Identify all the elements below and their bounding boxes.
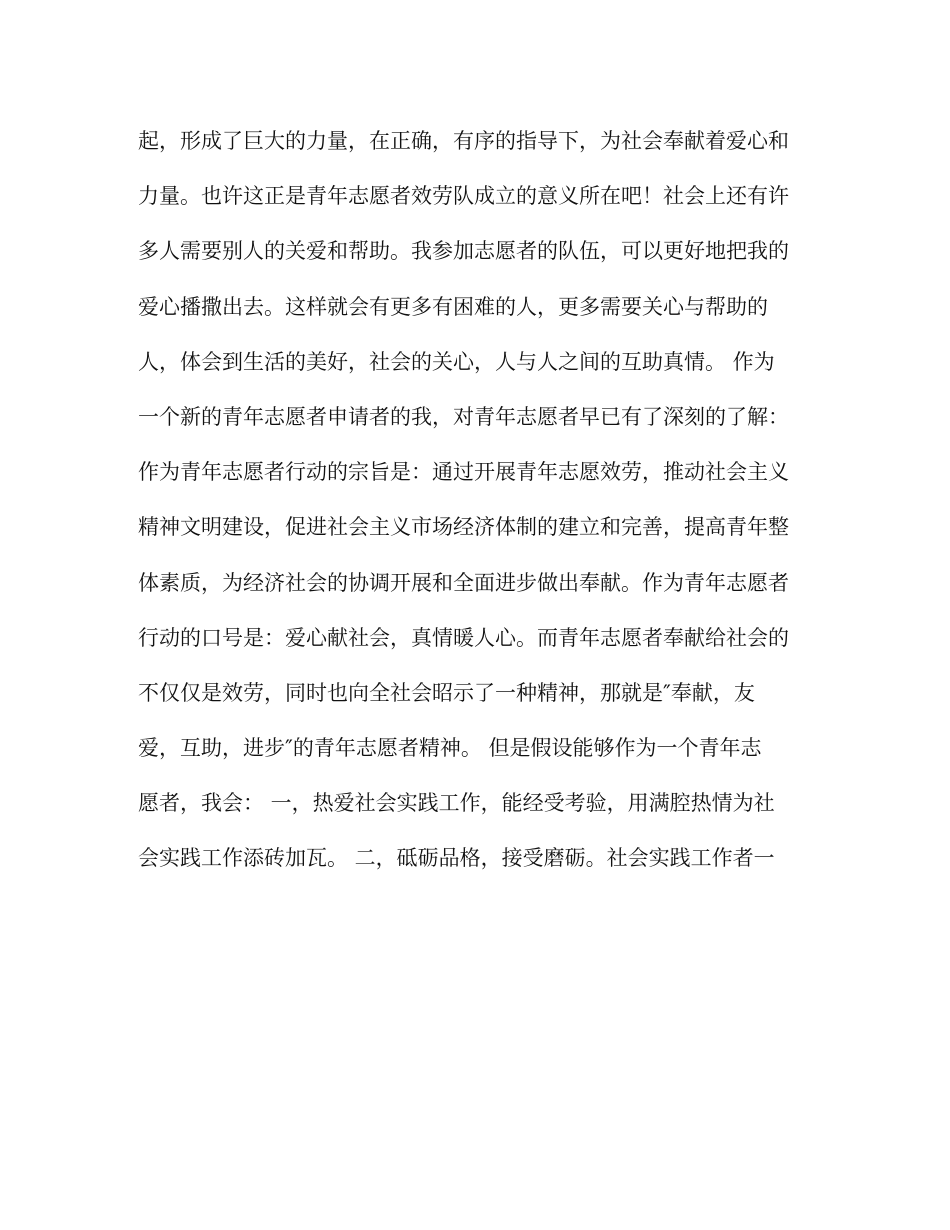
text-line: 行动的口号是：爱心献社会，真情暖人心。而青年志愿者奉献给社会的 [138, 625, 789, 650]
text-line: 爱，互助，进步″的青年志愿者精神。 但是假设能够作为一个青年志 [138, 736, 762, 761]
text-line: 会实践工作添砖加瓦。 二，砥砺品格，接受磨砺。社会实践工作者一 [138, 846, 775, 871]
text-line: 不仅仅是效劳，同时也向全社会昭示了一种精神，那就是″奉献，友 [138, 680, 755, 705]
text-line: 作为青年志愿者行动的宗旨是：通过开展青年志愿效劳，推动社会主义 [138, 460, 789, 485]
text-line: 力量。也许这正是青年志愿者效劳队成立的意义所在吧！社会上还有许 [138, 184, 789, 209]
text-line: 愿者，我会： 一，热爱社会实践工作，能经受考验，用满腔热情为社 [138, 791, 775, 816]
text-line: 一个新的青年志愿者申请者的我，对青年志愿者早已有了深刻的了解： [138, 404, 789, 429]
body-text [138, 121, 828, 894]
text-line: 精神文明建设，促进社会主义市场经济体制的建立和完善，提高青年整 [138, 515, 789, 540]
text-line: 人，体会到生活的美好，社会的关心，人与人之间的互助真情。 作为 [138, 349, 775, 374]
text-line: 起，形成了巨大的力量，在正确，有序的指导下，为社会奉献着爱心和 [138, 129, 789, 153]
text-line: 体素质，为经济社会的协调开展和全面进步做出奉献。作为青年志愿者 [138, 570, 789, 595]
text-line: 多人需要别人的关爱和帮助。我参加志愿者的队伍，可以更好地把我的 [138, 239, 789, 264]
text-line: 爱心播撒出去。这样就会有更多有困难的人，更多需要关心与帮助的 [138, 294, 768, 319]
